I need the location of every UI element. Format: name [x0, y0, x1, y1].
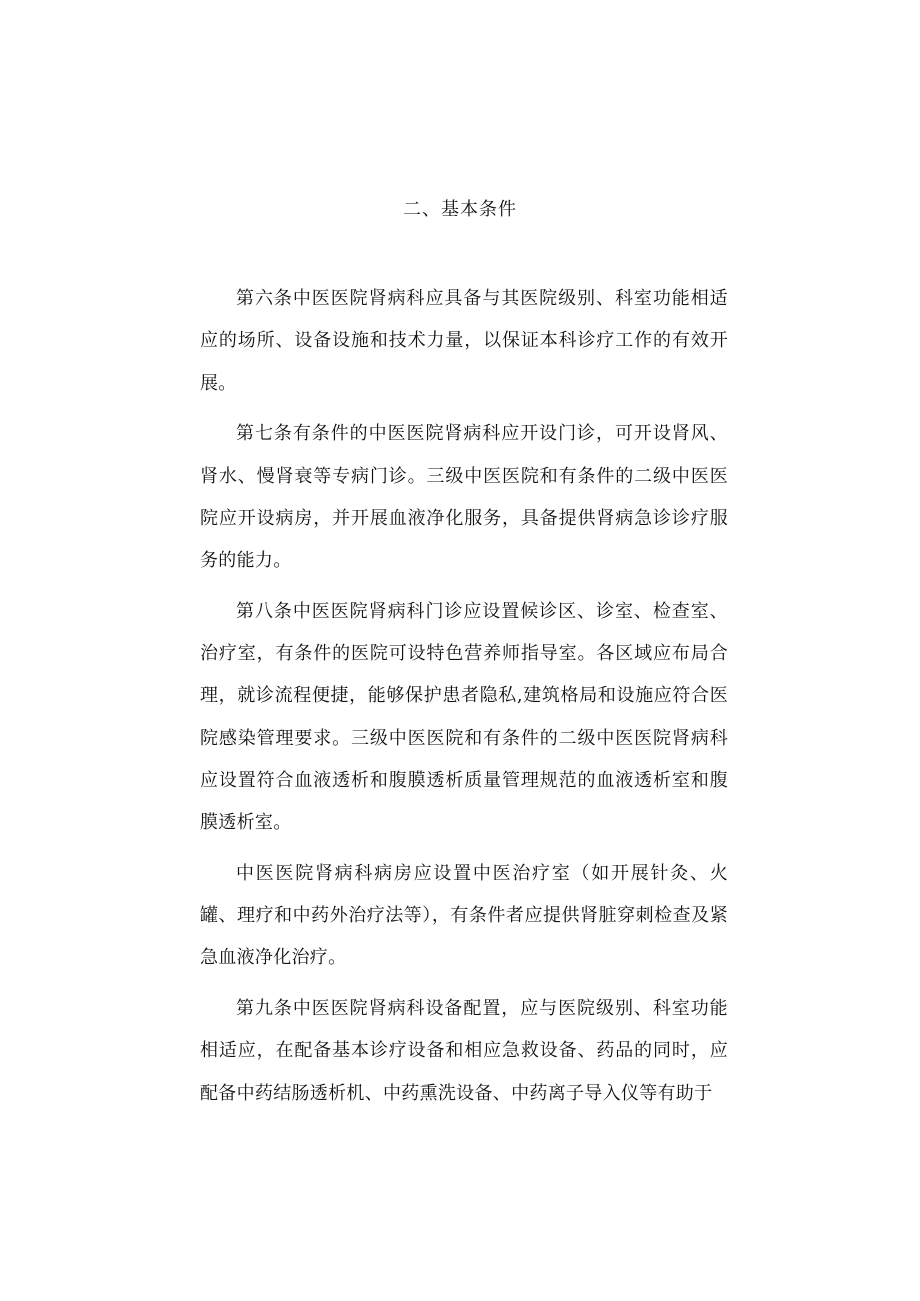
paragraph-article-6: 第六条中医医院肾病科应具备与其医院级别、科室功能相适应的场所、设备设施和技术力量，以保证本科诊疗工作的有效开展。 — [200, 288, 728, 394]
paragraph-article-8: 第八条中医医院肾病科门诊应设置候诊区、诊室、检查室、治疗室，有条件的医院可设特色营养师指导室。各区域应布局合理，就诊流程便捷，能够保护患者隐私,建筑格局和设施应符合医院感染管理要求。三级中医医院和有条件的二级中医医院肾病科应设置符合血液透析和腹膜透析质量管理规范的血液透析室和腹膜透析室。 — [200, 600, 728, 833]
paragraph-ward-setup: 中医医院肾病科病房应设置中医治疗室（如开展针灸、火罐、理疗和中药外治疗法等），有条件者应提供肾脏穿刺检查及紧急血液净化治疗。 — [200, 862, 728, 969]
paragraph-article-7: 第七条有条件的中医医院肾病科应开设门诊，可开设肾风、肾水、慢肾衰等专病门诊。三级中医医院和有条件的二级中医医院应开设病房，并开展血液净化服务，具备提供肾病急诊诊疗服务的能力。 — [200, 423, 728, 571]
paragraph-article-9: 第九条中医医院肾病科设备配置，应与医院级别、科室功能相适应，在配备基本诊疗设备和相应急救设备、药品的同时，应配备中药结肠透析机、中药熏洗设备、中药离子导入仪等有助于 — [200, 998, 728, 1104]
section-title: 二、基本条件 — [403, 199, 517, 220]
body-text — [200, 278, 728, 1123]
